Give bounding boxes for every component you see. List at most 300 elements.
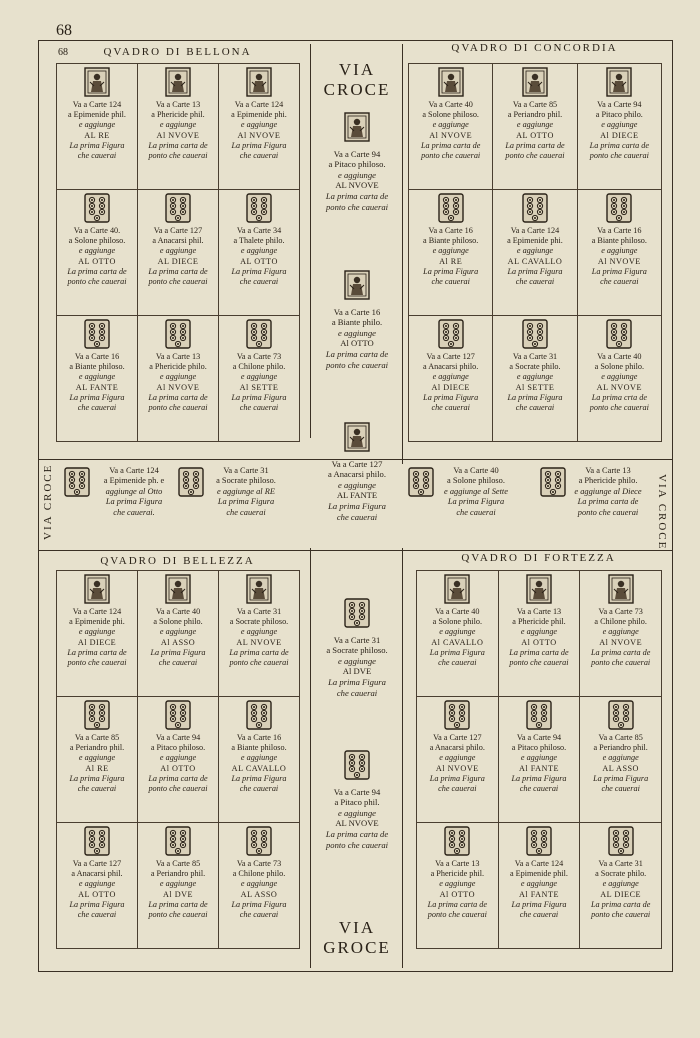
- middle-entry: [312, 112, 402, 212]
- cell-line: Va a Carte 127: [153, 226, 203, 235]
- pip-card-icon: [82, 319, 112, 349]
- middle-line: Al DVE: [342, 666, 372, 677]
- cell-line: Va a Carte 85: [598, 733, 643, 742]
- cell-line: e aggiunge: [520, 879, 558, 889]
- cell-line: ponto che cauerai: [589, 403, 649, 413]
- cell-line: a Socrate philo.: [595, 869, 647, 879]
- strip-line: che cauerai.: [113, 507, 155, 517]
- cell-line: La prima Figura: [429, 773, 485, 783]
- cell-line: che cauerai: [158, 658, 198, 668]
- strip-line: Va a Carte 31: [223, 466, 269, 475]
- quadrant-cell: [137, 570, 219, 697]
- cell-line: La prima Figura: [507, 392, 563, 402]
- quadrant-title: QVADRO DI BELLEZZA: [100, 555, 255, 567]
- cell-line: Va a Carte 127: [433, 733, 482, 742]
- cell-line: Va a Carte 85: [74, 733, 120, 742]
- cell-line: ponto che cauerai: [67, 658, 127, 668]
- pip-card-icon: [163, 319, 193, 349]
- figure-card-icon: [342, 422, 372, 455]
- cell-line: che cauerai: [239, 910, 279, 920]
- cell-line: AL CAVALLO: [231, 763, 287, 773]
- cell-line: Va a Carte 16: [74, 352, 120, 361]
- strip-line: ponto che cauerai: [577, 507, 639, 517]
- pip-card-icon: [244, 700, 274, 730]
- cell-line: Al DIECE: [431, 382, 470, 392]
- cell-line: che cauerai: [431, 403, 470, 413]
- cell-line: e aggiunge: [159, 627, 197, 637]
- cell-line: e aggiunge: [439, 753, 476, 763]
- cell-line: che cauerai: [438, 658, 477, 668]
- middle-line: e aggiunge: [338, 169, 376, 180]
- middle-line: La prima carta de: [325, 828, 389, 839]
- cell-line: a Phericide phil.: [151, 110, 205, 120]
- pip-card-icon: [244, 826, 274, 856]
- cell-line: La prima carta de: [67, 647, 127, 657]
- croce-word: CROCE: [323, 80, 391, 99]
- cell-line: La prima carta de: [148, 773, 208, 783]
- cell-line: ponto che cauerai: [421, 151, 481, 161]
- cell-line: AL DIECE: [157, 256, 199, 266]
- cell-line: e aggiunge: [516, 372, 554, 382]
- cell-line: Va a Carte 31: [512, 352, 558, 361]
- cell-line: che cauerai: [77, 151, 117, 161]
- figure-card-icon: [606, 574, 636, 604]
- cell-line: e aggiunge: [602, 753, 639, 763]
- cell-line: e aggiunge: [432, 120, 469, 130]
- cell-line: La prima Figura: [511, 773, 567, 783]
- cell-line: che cauerai: [431, 277, 470, 287]
- quadrant-cell: [492, 189, 577, 316]
- cell-line: a Anacarsi philo.: [429, 743, 485, 753]
- pip-card-icon: [244, 193, 274, 223]
- quadrant-cell: [56, 570, 138, 697]
- cell-line: AL OTTO: [240, 256, 278, 266]
- cell-line: a Periandro phil.: [507, 110, 563, 120]
- cell-line: a Pitaco philoso.: [511, 743, 567, 753]
- cell-line: Al NVOVE: [156, 130, 200, 140]
- strip-line: e aggiunge al Sette: [444, 486, 508, 496]
- figure-card-icon: [82, 574, 112, 604]
- middle-line: Va a Carte 94: [333, 786, 381, 797]
- figure-card-icon: [342, 270, 372, 303]
- cell-line: a Phericide philo.: [149, 362, 207, 372]
- cell-line: a Epimenide phi.: [231, 110, 287, 120]
- strip-line: La prima Figura: [105, 497, 163, 507]
- pip-card-icon: [82, 193, 112, 223]
- cell-line: ponto che cauerai: [589, 151, 649, 161]
- middle-line: La prima Figura: [328, 676, 386, 687]
- cell-line: e aggiunge: [240, 372, 278, 382]
- cell-line: e aggiunge: [159, 753, 197, 763]
- cell-line: La prima Figura: [423, 266, 479, 276]
- cell-line: Va a Carte 40: [155, 607, 201, 616]
- quadrant-cell: [218, 189, 300, 316]
- cell-line: ponto che cauerai: [148, 784, 208, 794]
- cell-line: La prima Figura: [69, 140, 125, 150]
- cell-line: ponto che cauerai: [591, 910, 651, 920]
- quadrant-title: QVADRO DI FORTEZZA: [461, 552, 616, 564]
- cell-line: e aggiunge: [78, 879, 116, 889]
- cell-line: La prima crta de: [591, 392, 647, 402]
- cell-line: Va a Carte 94: [597, 100, 642, 109]
- cell-line: Va a Carte 40: [597, 352, 642, 361]
- quadrant-cell: [579, 570, 662, 697]
- figure-card-icon: [442, 574, 472, 604]
- cell-line: e aggiunge: [601, 120, 638, 130]
- via-croce-left: VIA CROCE: [42, 463, 54, 540]
- cell-line: a Anacarsi phil.: [71, 869, 123, 879]
- cell-line: Va a Carte 73: [236, 352, 282, 361]
- cell-line: AL OTTO: [516, 130, 554, 140]
- header-number: 68: [58, 47, 68, 58]
- middle-line: La prima carta de: [325, 348, 389, 359]
- cell-line: e aggiunge: [432, 246, 469, 256]
- via-croce-right: VIA CROCE: [656, 474, 668, 551]
- via-word: VIA: [338, 918, 376, 937]
- strip-line: Va a Carte 124: [109, 466, 159, 475]
- middle-line: ponto che cauerai: [325, 201, 389, 212]
- cell-line: La prima carta de: [148, 140, 208, 150]
- figure-card-icon: [163, 67, 193, 97]
- cell-line: La prima carta de: [505, 140, 565, 150]
- pip-card-icon: [163, 700, 193, 730]
- cell-line: a Periandro phil.: [593, 743, 648, 753]
- cell-line: Va a Carte 124: [72, 607, 122, 616]
- figure-card-icon: [604, 67, 634, 97]
- cell-line: che cauerai: [77, 403, 117, 413]
- cell-line: Va a Carte 124: [514, 859, 564, 868]
- divider: [310, 44, 311, 438]
- strip-entry: [430, 466, 522, 518]
- cell-line: ponto che cauerai: [148, 910, 208, 920]
- pip-card-icon: [606, 826, 636, 856]
- cell-line: a Biante philoso.: [231, 743, 287, 753]
- cell-line: ponto che cauerai: [229, 658, 289, 668]
- cell-line: Va a Carte 16: [428, 226, 473, 235]
- strip-line: e aggiunge al Diece: [574, 486, 642, 496]
- cell-line: a Epimenide phi.: [69, 617, 125, 627]
- quadrant-cell: [218, 315, 300, 442]
- cell-line: La prima carta de: [420, 140, 481, 150]
- pip-card-icon: [82, 700, 112, 730]
- cell-line: Va a Carte 31: [236, 607, 282, 616]
- cell-line: Al DIECE: [77, 637, 117, 647]
- cell-line: La prima carta de: [148, 266, 208, 276]
- cell-line: ponto che cauerai: [148, 403, 208, 413]
- middle-line: Va a Carte 94: [333, 148, 381, 159]
- pip-card-icon: [442, 700, 472, 730]
- cell-line: a Thalete philo.: [233, 236, 285, 246]
- pip-card-icon: [82, 826, 112, 856]
- quadrant-cell: [579, 696, 662, 823]
- cell-line: Al FANTE: [518, 889, 559, 899]
- cell-line: AL NVOVE: [236, 637, 282, 647]
- quadrant-cell: [416, 822, 499, 949]
- strip-line: Va a Carte 13: [585, 466, 631, 475]
- middle-line: e aggiunge: [338, 807, 376, 818]
- quadrant-cell: [56, 822, 138, 949]
- cell-line: La prima Figura: [69, 392, 125, 402]
- cell-line: a Chilone philo.: [232, 869, 286, 879]
- cell-line: La prima carta de: [427, 899, 487, 909]
- cell-line: La prima Figura: [429, 647, 485, 657]
- page-number: 68: [56, 22, 72, 39]
- middle-entry: [312, 598, 402, 698]
- cell-line: che cauerai: [239, 151, 279, 161]
- figure-card-icon: [163, 574, 193, 604]
- quadrant-cell: [218, 63, 300, 190]
- middle-line: a Socrate philoso.: [326, 645, 388, 656]
- strip-line: aggiunge al Otto: [105, 486, 163, 496]
- cell-line: Va a Carte 16: [597, 226, 642, 235]
- middle-entry: [312, 270, 402, 370]
- cell-line: e aggiunge: [602, 879, 639, 889]
- cell-line: ponto che cauerai: [67, 277, 127, 287]
- cell-line: Al SETTE: [515, 382, 555, 392]
- pip-card-icon: [163, 193, 193, 223]
- cell-line: che cauerai: [515, 403, 555, 413]
- cell-line: che cauerai: [239, 403, 279, 413]
- cell-line: a Anacarsi philo.: [423, 362, 479, 372]
- quadrant-cell: [577, 315, 662, 442]
- cell-line: AL DIECE: [600, 889, 642, 899]
- cell-line: Va a Carte 13: [155, 100, 201, 109]
- cell-line: e aggiunge: [516, 246, 554, 256]
- pip-card-icon: [604, 193, 634, 223]
- cell-line: a Solone philo.: [594, 362, 644, 372]
- cell-line: a Solone philoso.: [422, 110, 479, 120]
- cell-line: AL ASSO: [240, 889, 278, 899]
- cell-line: La prima carta de: [229, 647, 289, 657]
- figure-card-icon: [342, 112, 372, 145]
- cell-line: a Epimenide phil.: [509, 869, 568, 879]
- cell-line: a Anacarsi phil.: [152, 236, 204, 246]
- cell-line: e aggiunge: [240, 627, 278, 637]
- cell-line: Al OTTO: [439, 889, 476, 899]
- cell-line: e aggiunge: [240, 753, 278, 763]
- quadrant-cell: [498, 822, 581, 949]
- cell-line: che cauerai: [77, 910, 117, 920]
- cell-line: La prima Figura: [423, 392, 479, 402]
- cell-line: a Biante philoso.: [423, 236, 479, 246]
- cell-line: AL NVOVE: [596, 382, 642, 392]
- cell-line: e aggiunge: [520, 753, 558, 763]
- cell-line: che cauerai: [77, 784, 117, 794]
- cell-line: Al OTTO: [160, 763, 196, 773]
- cell-line: a Epimenide phi.: [507, 236, 563, 246]
- cell-line: che cauerai: [601, 784, 640, 794]
- pip-card-icon: [520, 193, 550, 223]
- cell-line: a Biante philoso.: [69, 362, 125, 372]
- middle-line: ponto che cauerai: [325, 359, 389, 370]
- cell-line: La prima carta de: [67, 266, 127, 276]
- cell-line: Al NVOVE: [156, 382, 200, 392]
- pip-card-icon: [604, 319, 634, 349]
- cell-line: La prima carta de: [509, 647, 569, 657]
- cell-line: che cauerai: [239, 277, 279, 287]
- cell-line: Va a Carte 85: [155, 859, 201, 868]
- cell-line: La prima carta de: [590, 647, 651, 657]
- strip-line: che cauerai: [226, 507, 266, 517]
- cell-line: Va a Carte 73: [236, 859, 282, 868]
- middle-line: a Biante philo.: [331, 317, 383, 328]
- cell-line: a Phericide phil.: [512, 617, 566, 627]
- divider: [402, 548, 403, 968]
- quadrant-cell: [577, 189, 662, 316]
- cell-line: a Socrate philo.: [509, 362, 561, 372]
- cell-line: e aggiunge: [601, 372, 638, 382]
- cell-line: Al RE: [439, 256, 463, 266]
- quadrant-title: QVADRO DI BELLONA: [103, 46, 252, 58]
- cell-line: e aggiunge: [439, 879, 476, 889]
- cell-line: Al NVOVE: [599, 637, 643, 647]
- quadrant-cell: [577, 63, 662, 190]
- figure-card-icon: [436, 67, 466, 97]
- cell-line: AL CAVALLO: [507, 256, 563, 266]
- middle-line: La prima carta de: [325, 190, 389, 201]
- quadrant-cell: [498, 696, 581, 823]
- cell-line: a Phericide phil.: [430, 869, 485, 879]
- cell-line: La prima Figura: [231, 773, 287, 783]
- quadrant-cell: [416, 696, 499, 823]
- quadrant-cell: [416, 570, 499, 697]
- cell-line: e aggiunge: [439, 627, 476, 637]
- cell-line: La prima carta de: [148, 899, 208, 909]
- figure-card-icon: [82, 67, 112, 97]
- pip-card-icon: [342, 750, 372, 783]
- strip-line: La prima Figura: [217, 497, 275, 507]
- cell-line: e aggiunge: [159, 879, 197, 889]
- middle-entry: [312, 750, 402, 850]
- cell-line: a Periandro phil.: [69, 743, 125, 753]
- cell-line: AL OTTO: [78, 256, 116, 266]
- strip-line: a Phericide philo.: [578, 476, 638, 486]
- quadrant-cell: [408, 315, 493, 442]
- cell-line: e aggiunge: [240, 120, 278, 130]
- middle-line: Al OTTO: [340, 338, 374, 349]
- cell-line: a Solone philo.: [432, 617, 482, 627]
- middle-line: a Anacarsi philo.: [328, 469, 386, 480]
- cell-line: Al SETTE: [239, 382, 279, 392]
- cell-line: Va a Carte 94: [155, 733, 201, 742]
- quadrant-title: QVADRO DI CONCORDIA: [451, 42, 618, 54]
- strip-line: a Epimenide ph. e: [103, 476, 165, 486]
- pip-card-icon: [520, 319, 550, 349]
- cell-line: Va a Carte 127: [72, 859, 122, 868]
- quadrant-cell: [56, 189, 138, 316]
- cell-line: e aggiunge: [602, 627, 639, 637]
- cell-line: e aggiunge: [159, 120, 197, 130]
- pip-card-icon: [524, 826, 554, 856]
- strip-line: a Solone philoso.: [447, 476, 505, 486]
- middle-line: che cauerai: [336, 687, 378, 698]
- cell-line: e aggiunge: [78, 372, 116, 382]
- cell-line: Va a Carte 94: [516, 733, 562, 742]
- cell-line: Va a Carte 16: [236, 733, 282, 742]
- cell-line: La prima Figura: [150, 647, 206, 657]
- quadrant-cell: [137, 696, 219, 823]
- cell-line: Va a Carte 73: [598, 607, 643, 616]
- quadrant-cell: [218, 822, 300, 949]
- quadrant-cell: [56, 696, 138, 823]
- pip-card-icon: [163, 826, 193, 856]
- quadrant-cell: [218, 570, 300, 697]
- cell-line: Al ASSO: [160, 637, 196, 647]
- cell-line: e aggiunge: [78, 120, 116, 130]
- cell-line: La prima carta de: [148, 392, 208, 402]
- middle-line: che cauerai: [336, 511, 378, 522]
- via-croce-top: [312, 60, 402, 100]
- via-word: VIA: [338, 60, 376, 79]
- strip-entry: [562, 466, 654, 518]
- cell-line: La prima Figura: [507, 266, 563, 276]
- quadrant-cell: [218, 696, 300, 823]
- cell-line: La prima Figura: [231, 899, 287, 909]
- cell-line: ponto che cauerai: [505, 151, 565, 161]
- middle-line: a Pitaco philoso.: [328, 159, 386, 170]
- cell-line: Al NVOVE: [597, 256, 641, 266]
- cell-line: AL RE: [84, 130, 110, 140]
- cell-line: che cauerai: [519, 784, 559, 794]
- middle-line: e aggiunge: [338, 327, 376, 338]
- pip-card-icon: [606, 700, 636, 730]
- strip-line: che cauerai: [456, 507, 496, 517]
- strip-line: a Socrate philoso.: [216, 476, 276, 486]
- cell-line: Va a Carte 127: [426, 352, 475, 361]
- strip-entry: [88, 466, 180, 518]
- middle-line: La prima Figura: [328, 500, 386, 511]
- cell-line: Al RE: [85, 763, 109, 773]
- middle-line: e aggiunge: [338, 655, 376, 666]
- cell-line: AL OTTO: [78, 889, 116, 899]
- middle-line: ponto che cauerai: [325, 839, 389, 850]
- cell-line: a Chilone philo.: [232, 362, 286, 372]
- pip-card-icon: [524, 700, 554, 730]
- middle-line: Va a Carte 127: [331, 458, 383, 469]
- cell-line: e aggiunge: [516, 120, 554, 130]
- cell-line: AL ASSO: [602, 763, 639, 773]
- cell-line: e aggiunge: [78, 627, 116, 637]
- cell-line: Va a Carte 40: [435, 607, 480, 616]
- cell-line: che cauerai: [239, 784, 279, 794]
- quadrant-cell: [137, 189, 219, 316]
- cell-line: ponto che cauerai: [427, 910, 487, 920]
- quadrant-cell: [498, 570, 581, 697]
- quadrant-cell: [408, 189, 493, 316]
- quadrant-cell: [492, 63, 577, 190]
- pip-card-icon: [436, 193, 466, 223]
- cell-line: e aggiunge: [78, 753, 116, 763]
- cell-line: a Epimenide phil.: [68, 110, 126, 120]
- quadrant-cell: [137, 822, 219, 949]
- middle-line: e aggiunge: [338, 479, 376, 490]
- cell-line: Va a Carte 40.: [73, 226, 121, 235]
- strip-line: e aggiunge al RE: [217, 486, 275, 496]
- cell-line: Va a Carte 13: [155, 352, 201, 361]
- cell-line: Al OTTO: [521, 637, 557, 647]
- quadrant-cell: [137, 63, 219, 190]
- cell-line: Va a Carte 124: [510, 226, 560, 235]
- cell-line: e aggiunge: [159, 372, 197, 382]
- middle-line: AL FANTE: [336, 490, 378, 501]
- cell-line: Al NVOVE: [237, 130, 281, 140]
- cell-line: e aggiunge: [601, 246, 638, 256]
- cell-line: Va a Carte 85: [512, 100, 558, 109]
- quadrant-cell: [492, 315, 577, 442]
- cell-line: che cauerai: [519, 910, 559, 920]
- cell-line: Va a Carte 31: [598, 859, 643, 868]
- groce-word: GROCE: [323, 938, 391, 957]
